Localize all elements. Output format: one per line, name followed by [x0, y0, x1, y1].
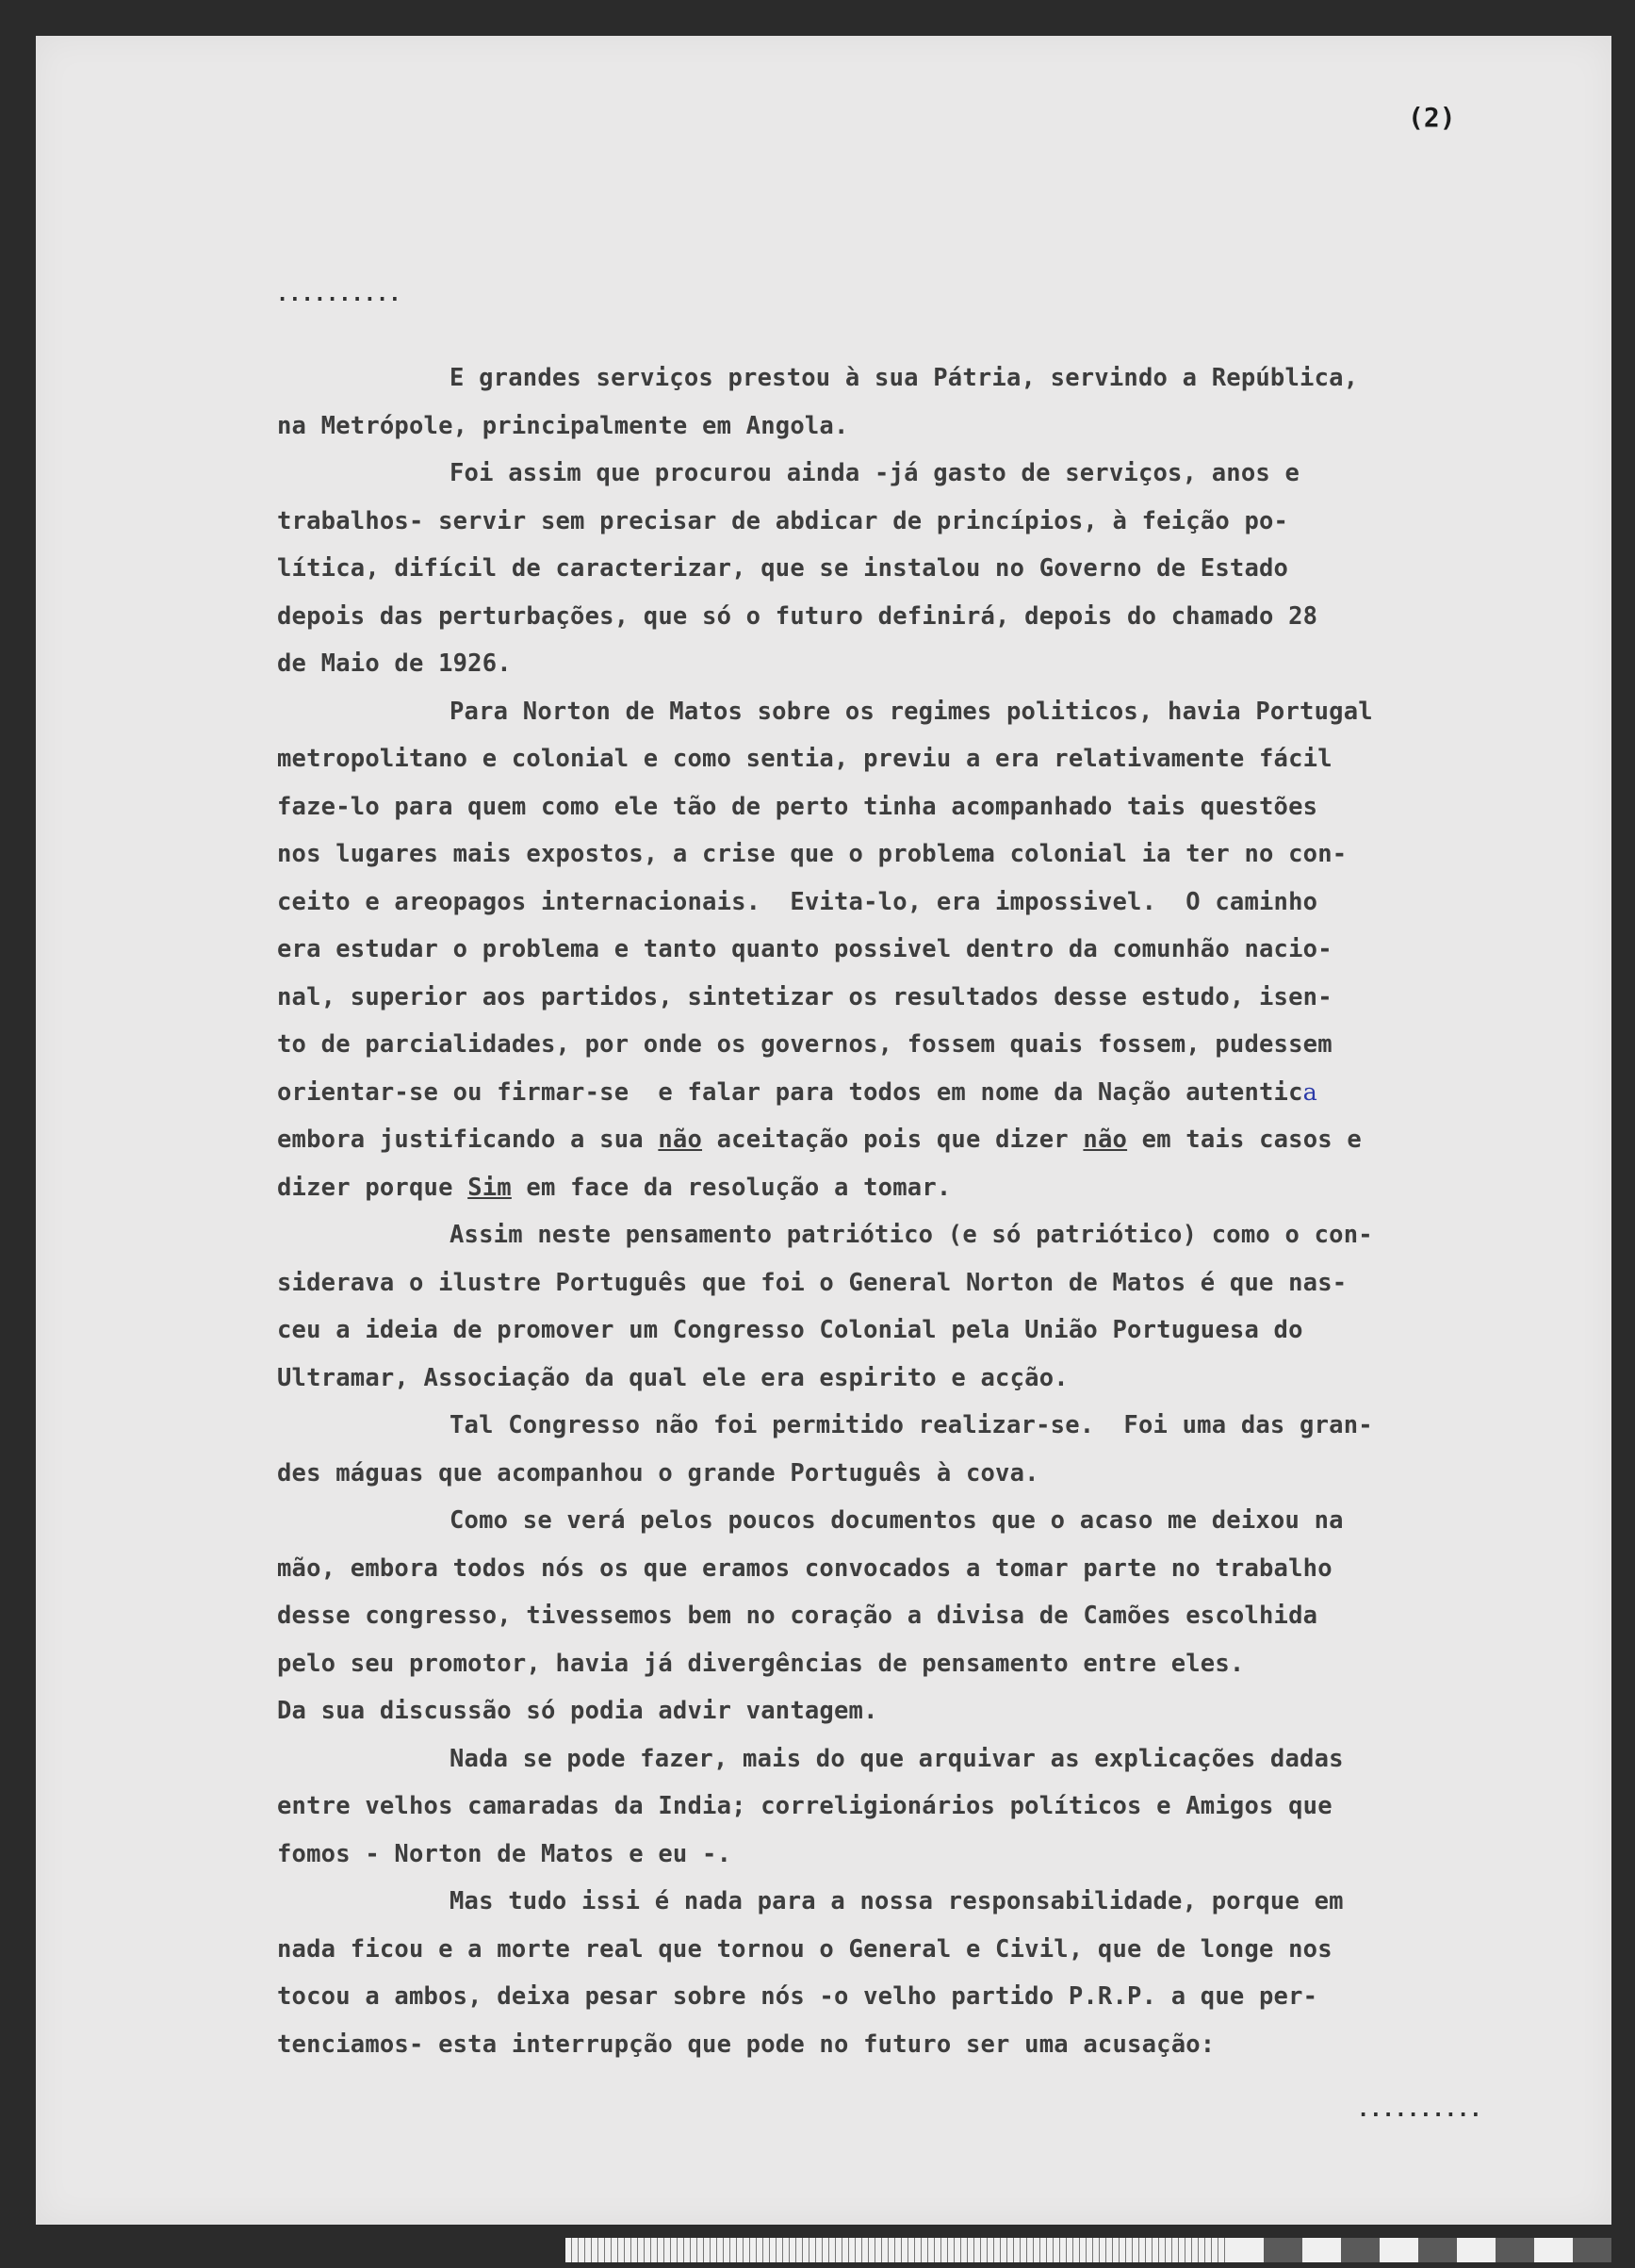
typewritten-body: [277, 354, 1596, 2068]
ellipsis-top: ..........: [276, 283, 401, 306]
text-segment: em tais casos e: [1127, 1126, 1362, 1154]
text-line: tenciamos- esta interrupção que pode no futuro ser uma acusação:: [277, 2030, 1216, 2059]
page-number: (2): [1408, 102, 1456, 133]
text-line: entre velhos camaradas da India; correligionários políticos e Amigos que: [277, 1792, 1333, 1820]
underlined-word: Sim: [467, 1173, 512, 1202]
text-line: desse congresso, tivessemos bem no coração a divisa de Camões escolhida: [277, 1602, 1318, 1630]
text-line: Tal Congresso não foi permitido realizar-se. Foi uma das gran-: [450, 1411, 1373, 1439]
text-segment: em face da resolução a tomar.: [511, 1173, 952, 1202]
text-line: tocou a ambos, deixa pesar sobre nós -o velho partido P.R.P. a que per-: [277, 1982, 1318, 2011]
text-line: ceito e areopagos internacionais. Evita-lo, era impossivel. O caminho: [277, 887, 1318, 916]
text-line: Foi assim que procurou ainda -já gasto de serviços, anos e: [450, 459, 1300, 487]
text-line: siderava o ilustre Português que foi o General Norton de Matos é que nas-: [277, 1268, 1348, 1297]
text-line: pelo seu promotor, havia já divergências de pensamento entre eles.: [277, 1649, 1245, 1678]
document-page: [36, 36, 1611, 2225]
text-line: fomos - Norton de Matos e eu -.: [277, 1839, 732, 1868]
text-line: Ultramar, Associação da qual ele era espirito e acção.: [277, 1363, 1069, 1392]
text-line: depois das perturbações, que só o futuro definirá, depois do chamado 28: [277, 601, 1318, 631]
text-line: de Maio de 1926.: [277, 649, 512, 678]
text-line: E grandes serviços prestou à sua Pátria, servindo a República,: [450, 364, 1359, 392]
text-line-with-correction: [277, 1069, 1596, 1117]
text-line: nos lugares mais expostos, a crise que o problema colonial ia ter no con-: [277, 840, 1348, 868]
text-line: ceu a ideia de promover um Congresso Colonial pela União Portuguesa do: [277, 1316, 1303, 1344]
text-segment: aceitação pois que dizer: [702, 1126, 1084, 1154]
scan-color-scale: [1225, 2238, 1611, 2262]
text-line: Como se verá pelos poucos documentos que o acaso me deixou na: [450, 1506, 1344, 1535]
underlined-word: não: [1083, 1126, 1128, 1154]
underlined-word: não: [658, 1126, 703, 1154]
text-line: mão, embora todos nós os que eramos convocados a tomar parte no trabalho: [277, 1553, 1333, 1583]
ellipsis-bottom: ..........: [1357, 2098, 1482, 2122]
text-line: na Metrópole, principalmente em Angola.: [277, 411, 849, 440]
text-segment: embora justificando a sua: [277, 1126, 659, 1154]
text-line: Mas tudo issi é nada para a nossa responsabilidade, porque em: [450, 1887, 1344, 1915]
text-line: Para Norton de Matos sobre os regimes politicos, havia Portugal: [450, 697, 1373, 726]
text-line-with-underline: [277, 1164, 1596, 1212]
text-line: Nada se pode fazer, mais do que arquivar as explicações dadas: [450, 1744, 1344, 1773]
text-segment: dizer porque: [277, 1173, 468, 1202]
text-line: Da sua discussão só podia advir vantagem.: [277, 1697, 878, 1725]
text-line: era estudar o problema e tanto quanto possivel dentro da comunhão nacio-: [277, 935, 1333, 963]
text-line: des máguas que acompanhou o grande Português à cova.: [277, 1458, 1039, 1487]
text-segment: orientar-se ou firmar-se e falar para todos em nome da Nação autentic: [277, 1077, 1303, 1107]
text-line: trabalhos- servir sem precisar de abdicar de princípios, à feição po-: [277, 506, 1289, 535]
text-line: Assim neste pensamento patriótico (e só patriótico) como o con-: [450, 1221, 1373, 1249]
text-line: faze-lo para quem como ele tão de perto tinha acompanhado tais questões: [277, 792, 1318, 821]
text-line: metropolitano e colonial e como sentia, previu a era relativamente fácil: [277, 745, 1333, 773]
scan-ruler-ticks: [565, 2238, 1225, 2262]
handwritten-correction: a: [1302, 1077, 1318, 1107]
text-line: nada ficou e a morte real que tornou o General e Civil, que de longe nos: [277, 1934, 1333, 1964]
text-line: nal, superior aos partidos, sintetizar os resultados desse estudo, isen-: [277, 982, 1333, 1011]
text-line: lítica, difícil de caracterizar, que se instalou no Governo de Estado: [277, 554, 1289, 583]
text-line-with-underlines: [277, 1116, 1596, 1164]
text-line: to de parcialidades, por onde os governos, fossem quais fossem, pudessem: [277, 1030, 1333, 1059]
